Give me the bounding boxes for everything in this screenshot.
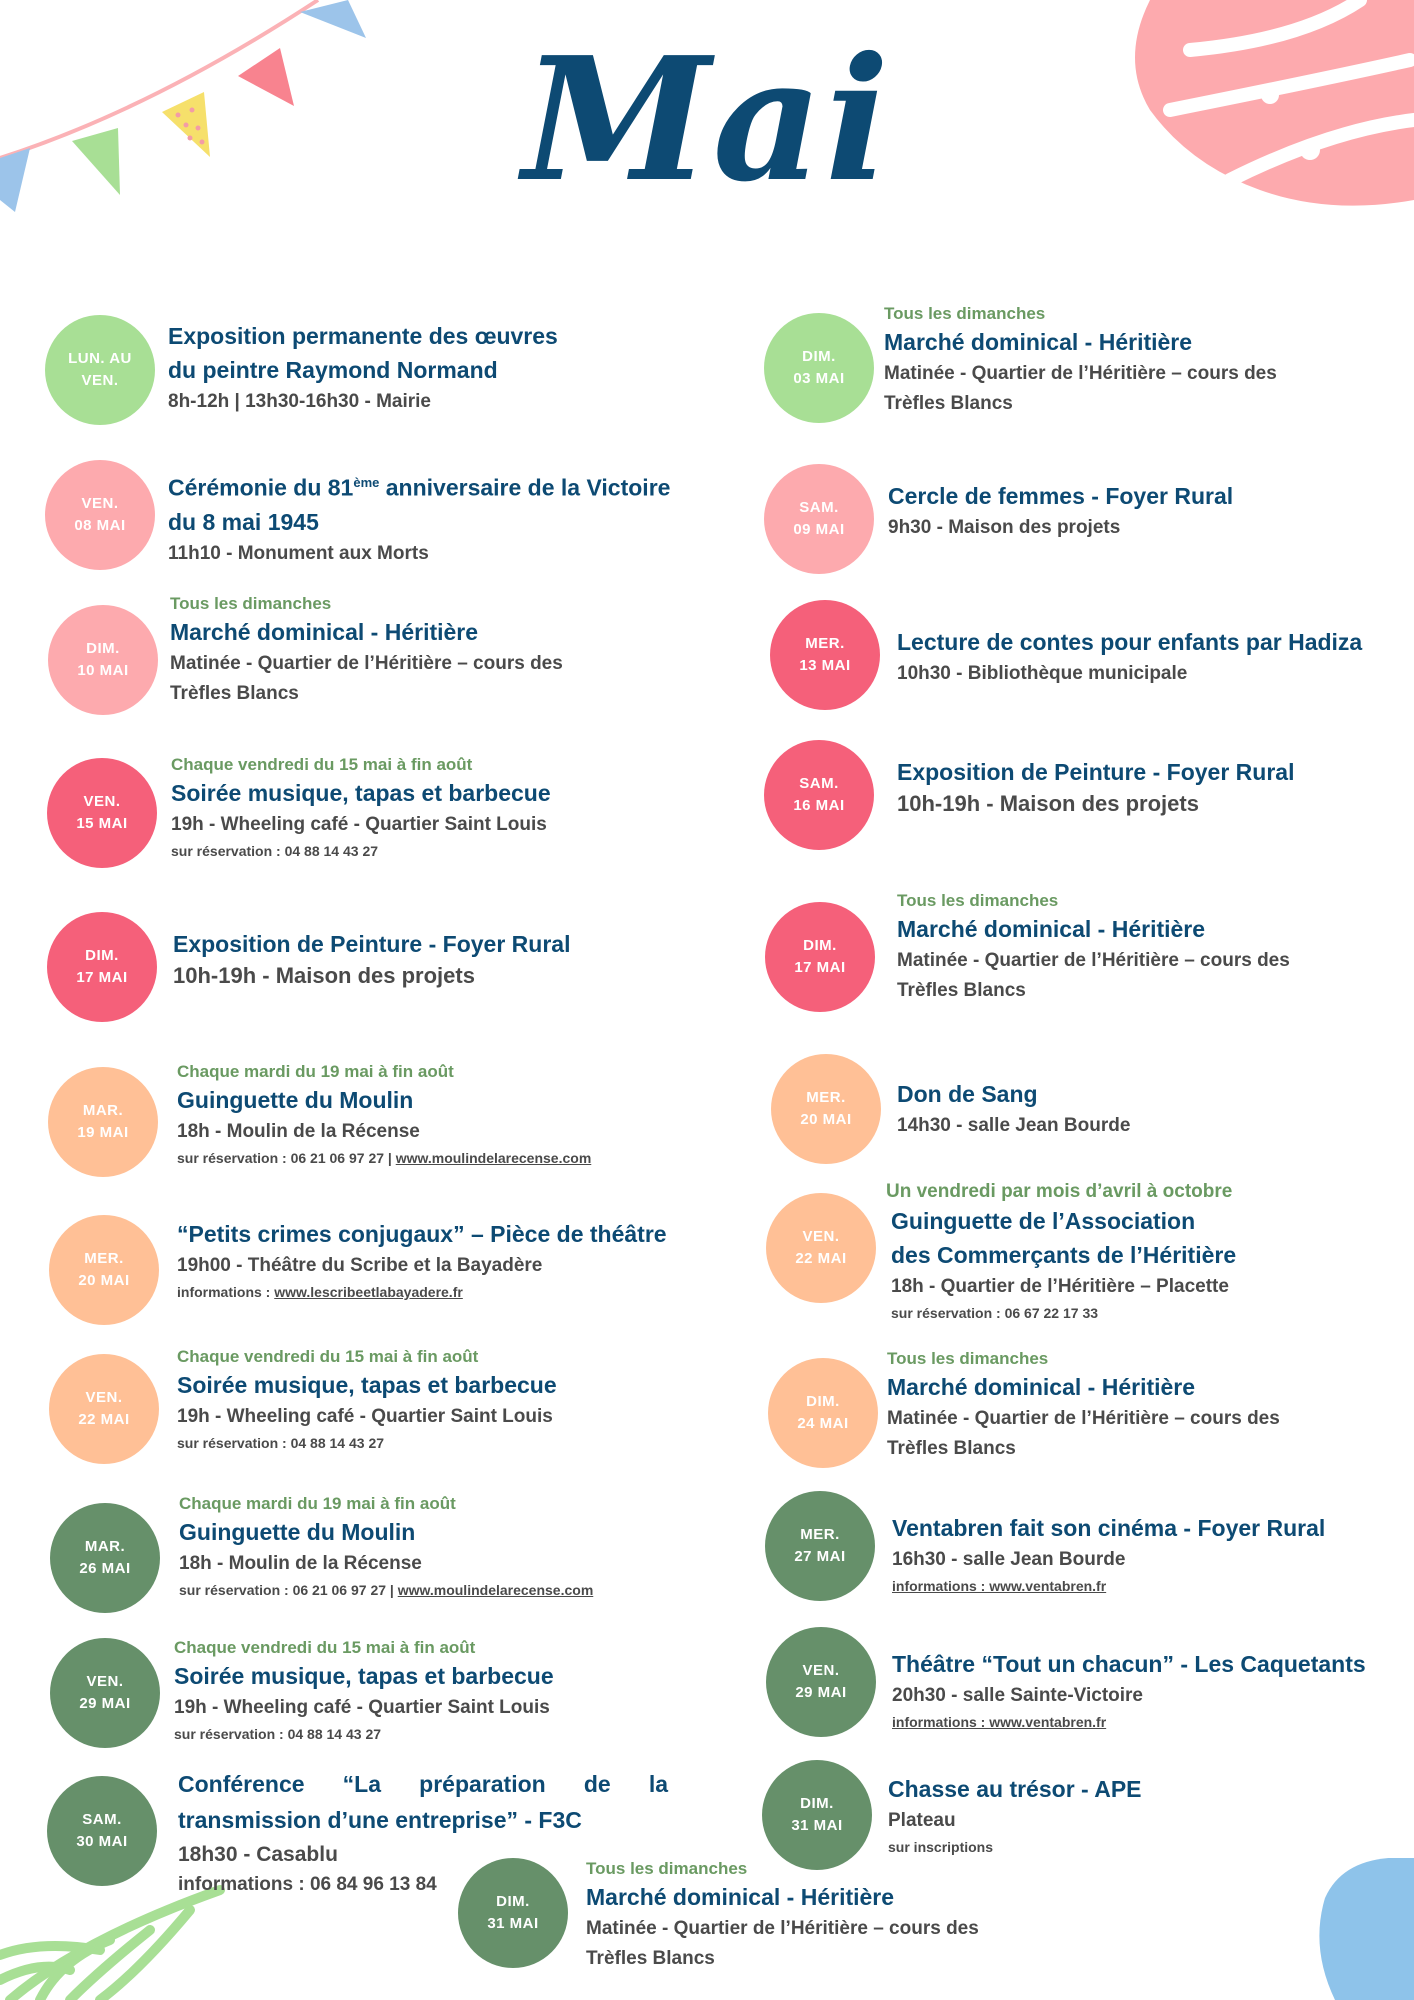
date-value: 29 MAI xyxy=(79,1695,131,1712)
date-day: DIM. xyxy=(800,1795,834,1812)
event-link[interactable]: informations : www.ventabren.fr xyxy=(892,1714,1107,1730)
event-recurrence: Tous les dimanches xyxy=(884,304,1046,323)
date-day: LUN. AU xyxy=(68,350,132,367)
date-day: MER. xyxy=(805,635,845,652)
event-title: Conférence “La préparation de la xyxy=(178,1771,668,1797)
event-note: sur réservation : 06 21 06 97 27 | www.moulindelarecense.com xyxy=(179,1582,594,1598)
date-day: DIM. xyxy=(85,947,119,964)
date-badge xyxy=(766,1627,876,1737)
date-value: 30 MAI xyxy=(76,1833,128,1850)
event-recurrence: Chaque vendredi du 15 mai à fin août xyxy=(174,1638,476,1657)
event-info: 18h - Quartier de l’Héritière – Placette xyxy=(891,1276,1229,1297)
date-value: 27 MAI xyxy=(794,1548,846,1565)
event-recurrence: Un vendredi par mois d’avril à octobre xyxy=(886,1181,1233,1202)
event-info: Matinée - Quartier de l’Héritière – cours des xyxy=(887,1408,1280,1429)
event-note: sur réservation : 06 21 06 97 27 | www.moulindelarecense.com xyxy=(177,1150,592,1166)
date-day: VEN. xyxy=(81,495,119,512)
date-badge xyxy=(48,1067,158,1177)
event-title: Théâtre “Tout un chacun” - Les Caquetants xyxy=(892,1651,1366,1677)
event-title: Exposition de Peinture - Foyer Rural xyxy=(897,759,1295,785)
date-badge xyxy=(50,1503,160,1613)
event-info: 19h00 - Théâtre du Scribe et la Bayadère xyxy=(177,1255,543,1276)
date-day: DIM. xyxy=(806,1393,840,1410)
date-day: MAR. xyxy=(84,1538,126,1555)
event-title: Cérémonie du 81ème anniversaire de la Victoire xyxy=(168,474,671,501)
event-title: “Petits crimes conjugaux” – Pièce de théâtre xyxy=(177,1221,667,1247)
date-day: MER. xyxy=(84,1250,124,1267)
event-title: Soirée musique, tapas et barbecue xyxy=(177,1372,557,1398)
event-info: Plateau xyxy=(888,1810,956,1831)
date-badge xyxy=(766,1193,876,1303)
event-link[interactable]: www.moulindelarecense.com xyxy=(397,1582,594,1598)
event-title: Soirée musique, tapas et barbecue xyxy=(171,780,551,806)
event-recurrence: Chaque vendredi du 15 mai à fin août xyxy=(177,1347,479,1366)
event-title-line2: des Commerçants de l’Héritière xyxy=(891,1242,1237,1268)
date-value: 22 MAI xyxy=(78,1411,130,1428)
date-day: MER. xyxy=(806,1089,846,1106)
event-link[interactable]: www.lescribeetlabayadere.fr xyxy=(274,1284,463,1300)
event-link[interactable]: informations : www.ventabren.fr xyxy=(892,1578,1107,1594)
date-day: SAM. xyxy=(82,1811,122,1828)
date-value: 31 MAI xyxy=(487,1915,539,1932)
event-recurrence: Chaque mardi du 19 mai à fin août xyxy=(177,1062,454,1081)
event-title: Marché dominical - Héritière xyxy=(586,1884,895,1910)
date-badge xyxy=(768,1358,878,1468)
page-title: Mai xyxy=(522,20,892,220)
date-day: VEN. xyxy=(83,793,121,810)
event-info-line2: Trèfles Blancs xyxy=(170,683,299,704)
event-info: 20h30 - salle Sainte-Victoire xyxy=(892,1685,1143,1706)
event-info-line2: Trèfles Blancs xyxy=(897,980,1026,1001)
event-title: Guinguette de l’Association xyxy=(891,1208,1196,1234)
event-info: 10h30 - Bibliothèque municipale xyxy=(897,663,1188,684)
event-info-line2: Trèfles Blancs xyxy=(887,1438,1016,1459)
event-info: 19h - Wheeling café - Quartier Saint Louis xyxy=(171,814,547,835)
date-value: VEN. xyxy=(81,372,119,389)
date-day: SAM. xyxy=(799,775,839,792)
event-info: 10h-19h - Maison des projets xyxy=(897,791,1199,816)
event-title: Lecture de contes pour enfants par Hadiza xyxy=(897,629,1363,655)
date-value: 15 MAI xyxy=(76,815,128,832)
date-day: DIM. xyxy=(86,640,120,657)
event-note: sur inscriptions xyxy=(888,1839,994,1855)
event-info: Matinée - Quartier de l’Héritière – cours des xyxy=(884,363,1277,384)
date-value: 20 MAI xyxy=(800,1111,852,1128)
date-badge xyxy=(765,1491,875,1601)
date-badge xyxy=(49,1354,159,1464)
date-value: 22 MAI xyxy=(795,1250,847,1267)
event-title: Cercle de femmes - Foyer Rural xyxy=(888,483,1234,509)
event-title: Marché dominical - Héritière xyxy=(897,916,1206,942)
event-info: 18h30 - Casablu xyxy=(178,1843,338,1866)
date-badge xyxy=(47,912,157,1022)
event-recurrence: Tous les dimanches xyxy=(170,594,332,613)
event-info: Matinée - Quartier de l’Héritière – cours des xyxy=(170,653,563,674)
event-title: Don de Sang xyxy=(897,1081,1038,1107)
date-badge xyxy=(48,605,158,715)
event-info: 10h-19h - Maison des projets xyxy=(173,963,475,988)
event-info: 8h-12h | 13h30-16h30 - Mairie xyxy=(168,391,431,412)
event-note: sur réservation : 04 88 14 43 27 xyxy=(171,843,379,859)
date-day: VEN. xyxy=(802,1662,840,1679)
event-info-line2: Trèfles Blancs xyxy=(884,393,1013,414)
event-info: 16h30 - salle Jean Bourde xyxy=(892,1549,1126,1570)
event-title-line2: du peintre Raymond Normand xyxy=(168,357,498,383)
event-title: Chasse au trésor - APE xyxy=(888,1776,1142,1802)
event-title-line2: transmission d’une entreprise” - F3C xyxy=(178,1807,582,1833)
event-info: Matinée - Quartier de l’Héritière – cours des xyxy=(586,1918,979,1939)
date-value: 09 MAI xyxy=(793,521,845,538)
date-value: 31 MAI xyxy=(791,1817,843,1834)
date-value: 10 MAI xyxy=(77,662,129,679)
date-value: 24 MAI xyxy=(797,1415,849,1432)
event-recurrence: Tous les dimanches xyxy=(586,1859,748,1878)
event-title: Marché dominical - Héritière xyxy=(887,1374,1196,1400)
date-value: 08 MAI xyxy=(74,517,126,534)
date-badge xyxy=(45,460,155,570)
event-info: 14h30 - salle Jean Bourde xyxy=(897,1115,1131,1136)
blue-leaf-decoration xyxy=(1305,1858,1414,2000)
date-day: SAM. xyxy=(799,499,839,516)
event-title: Exposition de Peinture - Foyer Rural xyxy=(173,931,571,957)
event-info: 18h - Moulin de la Récense xyxy=(177,1121,420,1142)
event-title-line2: du 8 mai 1945 xyxy=(168,508,319,535)
date-badge xyxy=(45,315,155,425)
date-badge xyxy=(47,758,157,868)
date-badge xyxy=(764,740,874,850)
event-info: 19h - Wheeling café - Quartier Saint Louis xyxy=(174,1697,550,1718)
event-info-line2: Trèfles Blancs xyxy=(586,1948,715,1969)
date-day: DIM. xyxy=(803,937,837,954)
date-day: VEN. xyxy=(85,1389,123,1406)
event-note: sur réservation : 04 88 14 43 27 xyxy=(174,1726,382,1742)
date-value: 13 MAI xyxy=(799,657,851,674)
date-day: DIM. xyxy=(496,1893,530,1910)
date-value: 16 MAI xyxy=(793,797,845,814)
date-badge xyxy=(47,1776,157,1886)
event-info: 19h - Wheeling café - Quartier Saint Louis xyxy=(177,1406,553,1427)
date-value: 29 MAI xyxy=(795,1684,847,1701)
event-recurrence: Tous les dimanches xyxy=(897,891,1059,910)
event-title: Exposition permanente des œuvres xyxy=(168,323,558,349)
event-info: 11h10 - Monument aux Morts xyxy=(168,542,429,564)
event-recurrence: Tous les dimanches xyxy=(887,1349,1049,1368)
date-day: MER. xyxy=(800,1526,840,1543)
date-value: 17 MAI xyxy=(794,959,846,976)
date-value: 03 MAI xyxy=(793,370,845,387)
date-badge xyxy=(764,464,874,574)
event-title: Guinguette du Moulin xyxy=(179,1519,416,1545)
event-title: Guinguette du Moulin xyxy=(177,1087,414,1113)
event-title: Marché dominical - Héritière xyxy=(170,619,479,645)
date-day: VEN. xyxy=(86,1673,124,1690)
event-recurrence: Chaque vendredi du 15 mai à fin août xyxy=(171,755,473,774)
event-note: sur réservation : 06 67 22 17 33 xyxy=(891,1305,1099,1321)
date-value: 20 MAI xyxy=(78,1272,130,1289)
date-badge xyxy=(458,1858,568,1968)
date-badge xyxy=(50,1638,160,1748)
event-title: Marché dominical - Héritière xyxy=(884,329,1193,355)
date-badge xyxy=(765,902,875,1012)
event-link[interactable]: www.moulindelarecense.com xyxy=(395,1150,592,1166)
date-badge xyxy=(771,1054,881,1164)
date-badge xyxy=(762,1760,872,1870)
date-value: 26 MAI xyxy=(79,1560,131,1577)
event-recurrence: Chaque mardi du 19 mai à fin août xyxy=(179,1494,456,1513)
date-value: 19 MAI xyxy=(77,1124,129,1141)
event-info: Matinée - Quartier de l’Héritière – cours des xyxy=(897,950,1290,971)
event-note: sur réservation : 04 88 14 43 27 xyxy=(177,1435,385,1451)
event-info-line2: informations : 06 84 96 13 84 xyxy=(178,1874,437,1895)
event-title: Soirée musique, tapas et barbecue xyxy=(174,1663,554,1689)
date-badge xyxy=(49,1215,159,1325)
event-note: informations : www.lescribeetlabayadere.fr xyxy=(177,1284,463,1300)
date-value: 17 MAI xyxy=(76,969,128,986)
event-info: 18h - Moulin de la Récense xyxy=(179,1553,422,1574)
event-info: 9h30 - Maison des projets xyxy=(888,517,1121,538)
date-badge xyxy=(764,313,874,423)
date-day: MAR. xyxy=(82,1102,124,1119)
date-day: DIM. xyxy=(802,348,836,365)
date-badge xyxy=(770,600,880,710)
event-title: Ventabren fait son cinéma - Foyer Rural xyxy=(892,1515,1326,1541)
date-day: VEN. xyxy=(802,1228,840,1245)
